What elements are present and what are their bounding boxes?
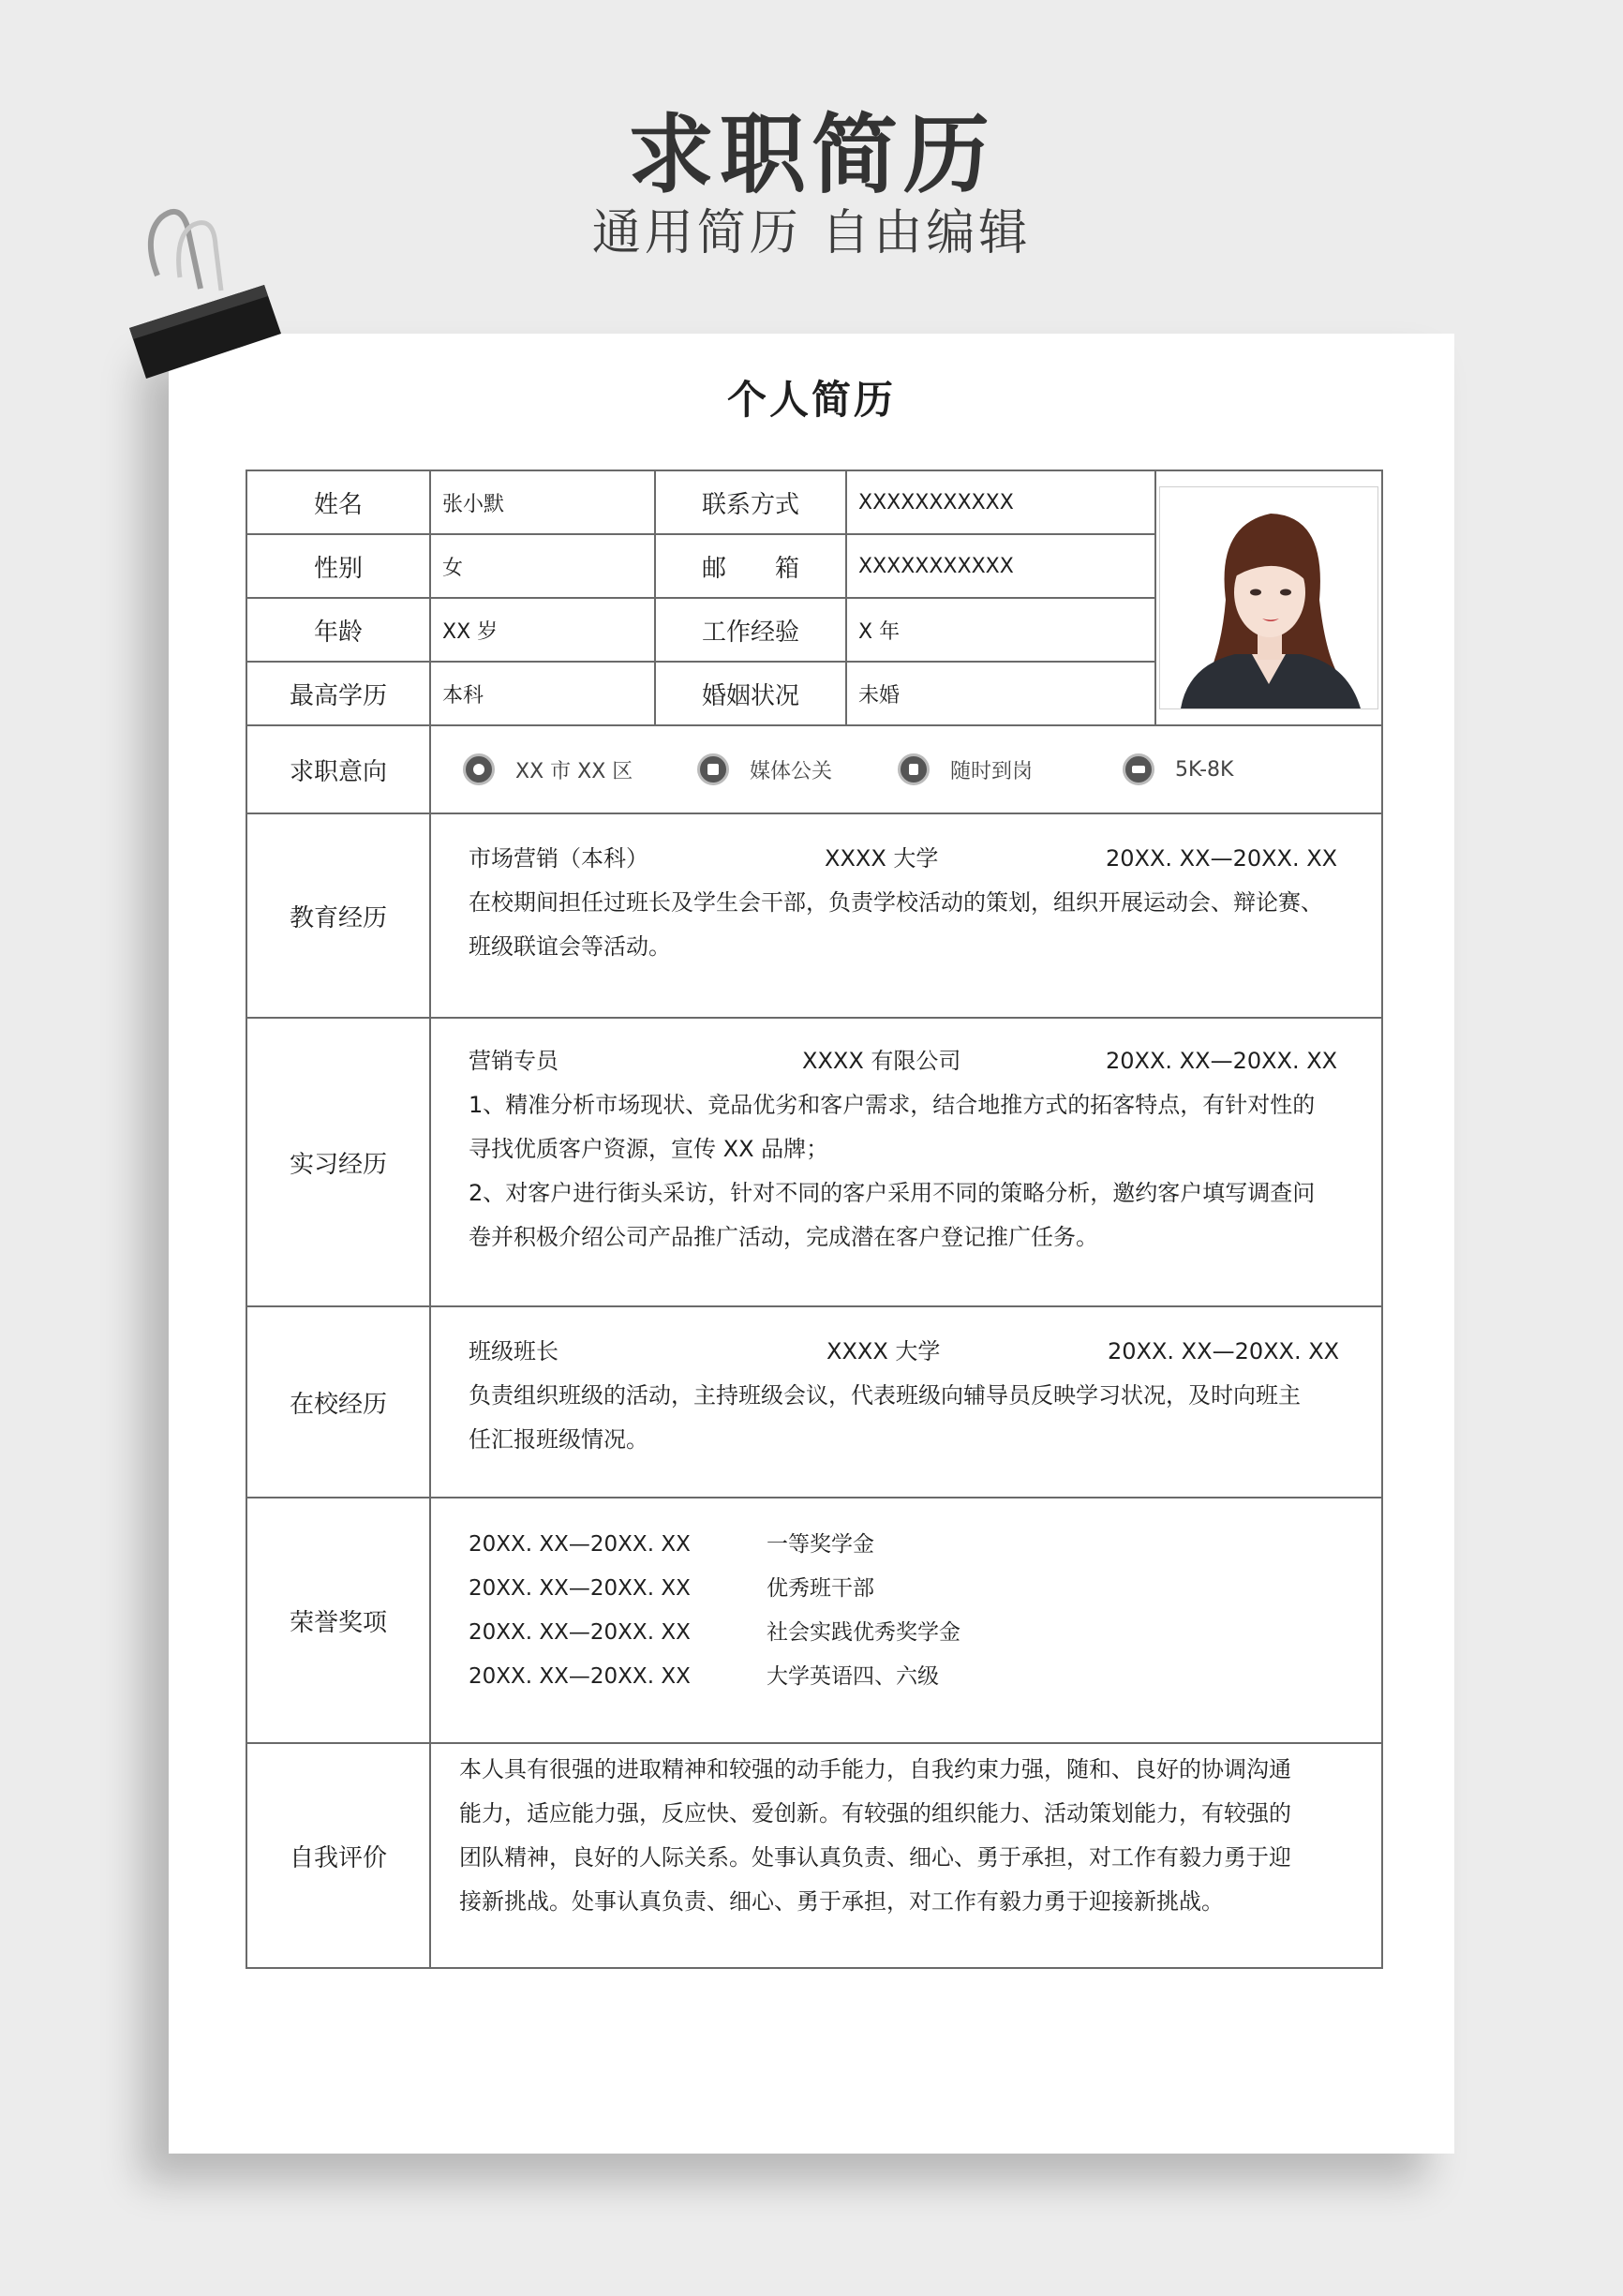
campus-line: 任汇报班级情况。 bbox=[469, 1426, 648, 1453]
campus-line: 负责组织班级的活动，主持班级会议，代表班级向辅导员反映学习状况，及时向班主 bbox=[469, 1382, 1301, 1409]
honor-item bbox=[469, 1611, 1357, 1655]
avatar[interactable] bbox=[1159, 486, 1378, 709]
banner-title: 求职简历 bbox=[627, 105, 995, 205]
photo-cell bbox=[1155, 470, 1382, 725]
internship-label: 实习经历 bbox=[246, 1018, 430, 1306]
campus-date: 20XX. XX—20XX. XX bbox=[1108, 1338, 1340, 1364]
email-value[interactable]: XXXXXXXXXXX bbox=[846, 534, 1155, 598]
honor-name: 一等奖学金 bbox=[767, 1532, 874, 1557]
education-major: 市场营销（本科） bbox=[469, 845, 648, 872]
industry-icon bbox=[697, 753, 729, 785]
name-label: 姓名 bbox=[246, 470, 430, 534]
education-content[interactable] bbox=[430, 813, 1382, 1018]
gender-label: 性别 bbox=[246, 534, 430, 598]
self-eval-line: 本人具有很强的进取精神和较强的动手能力，自我约束力强，随和、良好的协调沟通 bbox=[459, 1756, 1291, 1782]
self-eval-line: 团队精神，良好的人际关系。处事认真负责、细心、勇于承担，对工作有毅力勇于迎 bbox=[459, 1844, 1291, 1871]
honor-item bbox=[469, 1567, 1357, 1611]
honor-date: 20XX. XX—20XX. XX bbox=[469, 1576, 691, 1601]
degree-value[interactable]: 本科 bbox=[430, 662, 655, 725]
self-eval-line: 能力，适应能力强，反应快、爱创新。有较强的组织能力、活动策划能力，有较强的 bbox=[459, 1800, 1291, 1826]
campus-header bbox=[469, 1330, 1357, 1374]
education-date: 20XX. XX—20XX. XX bbox=[1106, 845, 1338, 872]
internship-company: XXXX 有限公司 bbox=[802, 1048, 961, 1074]
honor-item bbox=[469, 1655, 1357, 1699]
internship-content[interactable] bbox=[430, 1018, 1382, 1306]
internship-row bbox=[246, 1018, 1382, 1306]
honor-name: 优秀班干部 bbox=[767, 1576, 874, 1601]
campus-row bbox=[246, 1306, 1382, 1498]
gender-value[interactable]: 女 bbox=[430, 534, 655, 598]
education-line: 班级联谊会等活动。 bbox=[469, 933, 671, 960]
honors-label: 荣誉奖项 bbox=[246, 1498, 430, 1743]
degree-label: 最高学历 bbox=[246, 662, 430, 725]
honor-name: 大学英语四、六级 bbox=[767, 1664, 939, 1689]
intent-item[interactable] bbox=[697, 753, 898, 785]
intent-text: XX 市 XX 区 bbox=[515, 759, 633, 783]
intent-label: 求职意向 bbox=[246, 725, 430, 813]
internship-line: 卷并积极介绍公司产品推广活动，完成潜在客户登记推广任务。 bbox=[469, 1224, 1098, 1250]
self-eval-row bbox=[246, 1743, 1382, 1968]
honor-item bbox=[469, 1523, 1357, 1567]
education-row bbox=[246, 813, 1382, 1018]
intent-content bbox=[430, 725, 1382, 813]
honor-date: 20XX. XX—20XX. XX bbox=[469, 1664, 691, 1689]
intent-item[interactable] bbox=[898, 753, 1123, 785]
internship-header bbox=[469, 1039, 1357, 1083]
marital-value[interactable]: 未婚 bbox=[846, 662, 1155, 725]
honors-content[interactable] bbox=[430, 1498, 1382, 1743]
sheet-title: 个人简历 bbox=[726, 377, 896, 423]
self-eval-label: 自我评价 bbox=[246, 1743, 430, 1968]
info-row-name bbox=[246, 470, 1382, 534]
self-eval-content[interactable] bbox=[430, 1743, 1382, 1968]
intent-row bbox=[246, 725, 1382, 813]
calendar-icon bbox=[898, 753, 930, 785]
campus-label: 在校经历 bbox=[246, 1306, 430, 1498]
binder-clip-icon bbox=[124, 199, 292, 386]
education-header bbox=[469, 837, 1357, 881]
internship-line: 1、精准分析市场现状、竞品优劣和客户需求，结合地推方式的拓客特点，有针对性的 bbox=[469, 1092, 1316, 1118]
contact-label: 联系方式 bbox=[655, 470, 846, 534]
intent-text: 5K-8K bbox=[1175, 757, 1234, 782]
location-icon bbox=[463, 753, 495, 785]
experience-value[interactable]: X 年 bbox=[846, 598, 1155, 662]
marital-label: 婚姻状况 bbox=[655, 662, 846, 725]
intent-item[interactable] bbox=[1123, 753, 1233, 785]
honor-name: 社会实践优秀奖学金 bbox=[767, 1620, 960, 1645]
resume-table bbox=[246, 470, 1383, 1969]
intent-text: 随时到岗 bbox=[950, 759, 1034, 783]
campus-school: XXXX 大学 bbox=[826, 1338, 941, 1364]
contact-value[interactable]: XXXXXXXXXXX bbox=[846, 470, 1155, 534]
internship-line: 寻找优质客户资源，宣传 XX 品牌； bbox=[469, 1136, 829, 1162]
intent-item[interactable] bbox=[463, 753, 697, 785]
education-school: XXXX 大学 bbox=[825, 845, 939, 872]
internship-line: 2、对客户进行街头采访，针对不同的客户采用不同的策略分析，邀约客户填写调查问 bbox=[469, 1180, 1316, 1206]
internship-role: 营销专员 bbox=[469, 1048, 558, 1074]
resume-sheet bbox=[169, 334, 1454, 2154]
email-label: 邮 箱 bbox=[655, 534, 846, 598]
banner-subtitle: 通用简历 自由编辑 bbox=[591, 205, 1032, 261]
self-eval-line: 接新挑战。处事认真负责、细心、勇于承担，对工作有毅力勇于迎接新挑战。 bbox=[459, 1888, 1224, 1915]
campus-content[interactable] bbox=[430, 1306, 1382, 1498]
salary-icon bbox=[1123, 753, 1154, 785]
portrait-illustration bbox=[1160, 487, 1377, 708]
age-value[interactable]: XX 岁 bbox=[430, 598, 655, 662]
campus-role: 班级班长 bbox=[469, 1338, 558, 1364]
internship-date: 20XX. XX—20XX. XX bbox=[1106, 1048, 1338, 1074]
intent-text: 媒体公关 bbox=[750, 759, 833, 783]
education-label: 教育经历 bbox=[246, 813, 430, 1018]
experience-label: 工作经验 bbox=[655, 598, 846, 662]
age-label: 年龄 bbox=[246, 598, 430, 662]
honors-row bbox=[246, 1498, 1382, 1743]
education-line: 在校期间担任过班长及学生会干部，负责学校活动的策划，组织开展运动会、辩论赛、 bbox=[469, 889, 1323, 916]
honor-date: 20XX. XX—20XX. XX bbox=[469, 1620, 691, 1645]
name-value[interactable]: 张小默 bbox=[430, 470, 655, 534]
honor-date: 20XX. XX—20XX. XX bbox=[469, 1532, 691, 1557]
